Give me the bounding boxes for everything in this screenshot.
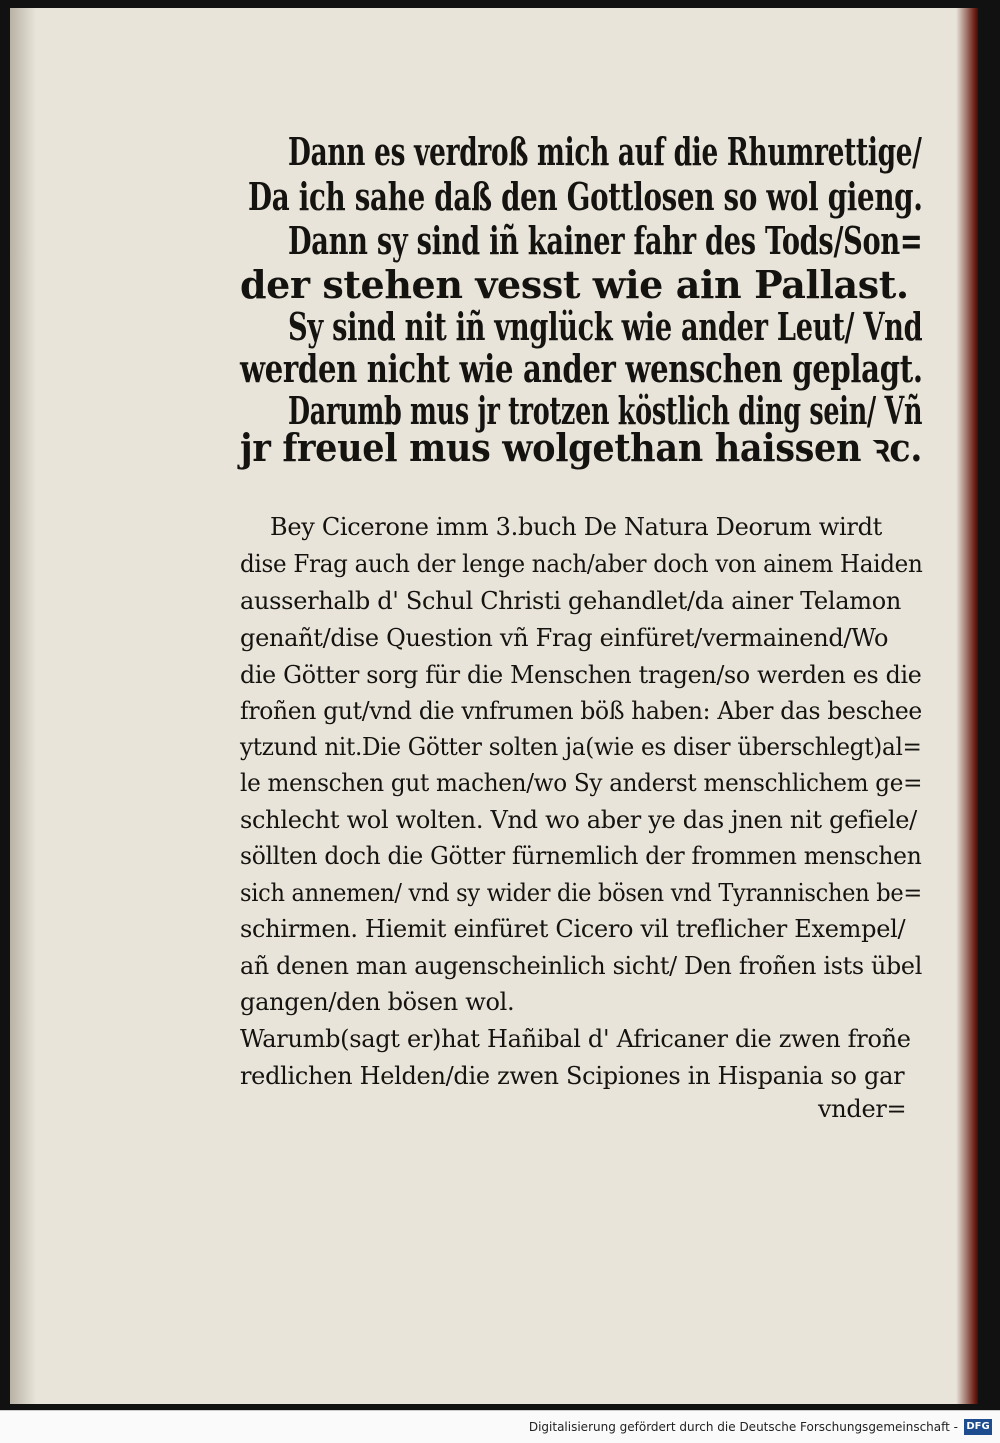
prose-line: ytzund nit.Die Götter solten ja(wie es diser überschlegt)al= — [240, 733, 922, 761]
prose-line: sich annemen/ vnd sy wider die bösen vnd Tyrannischen be= — [240, 879, 922, 907]
prose-line: die Götter sorg für die Menschen tragen/so werden es die — [240, 661, 922, 689]
verse-line: Sy sind nit iñ vnglück wie ander Leut/ Vnd — [288, 304, 923, 349]
prose-line: dise Frag auch der lenge nach/aber doch von ainem Haiden — [240, 550, 923, 578]
prose-line: redlichen Helden/die zwen Scipiones in Hispania so gar — [240, 1062, 905, 1090]
verse-line: jr freuel mus wolgethan haissen ꝛc. — [240, 425, 923, 470]
prose-line: söllten doch die Götter fürnemlich der frommen menschen — [240, 842, 922, 870]
page-text-block — [10, 8, 978, 1404]
verse-line: Da ich sahe daß den Gottlosen so wol gieng. — [248, 174, 923, 219]
verse-line: der stehen vesst wie ain Pallast. — [240, 262, 909, 307]
verse-line: Dann sy sind iñ kainer fahr des Tods/Son= — [288, 218, 923, 263]
verse-line: Dann es verdroß mich auf die Rhumrettige/ — [288, 129, 922, 174]
prose-line: genañt/dise Question vñ Frag einfüret/vermainend/Wo — [240, 624, 889, 652]
dfg-logo: DFG — [964, 1419, 992, 1435]
catchword: vnder= — [818, 1095, 907, 1123]
prose-line: le menschen gut machen/wo Sy anderst menschlichem ge= — [240, 769, 923, 797]
verse-line: Darumb mus jr trotzen köstlich ding sein/ Vñ — [288, 388, 923, 433]
prose-line: Bey Cicerone imm 3.buch De Natura Deorum wirdt — [270, 513, 882, 541]
prose-line: schirmen. Hiemit einfüret Cicero vil treflicher Exempel/ — [240, 915, 906, 943]
verse-line: werden nicht wie ander wenschen geplagt. — [240, 346, 923, 391]
book-page — [10, 8, 978, 1404]
prose-line: Warumb(sagt er)hat Hañibal d' Africaner die zwen froñe — [240, 1025, 911, 1053]
prose-line: ausserhalb d' Schul Christi gehandlet/da ainer Telamon — [240, 587, 902, 615]
funding-credit: Digitalisierung gefördert durch die Deutsche Forschungsgemeinschaft - — [528, 1420, 958, 1434]
prose-line: añ denen man augenscheinlich sicht/ Den froñen ists übel — [240, 952, 923, 980]
prose-line: gangen/den bösen wol. — [240, 988, 515, 1016]
digitization-footer — [0, 1410, 1000, 1443]
prose-line: schlecht wol wolten. Vnd wo aber ye das jnen nit gefiele/ — [240, 806, 917, 834]
prose-line: froñen gut/vnd die vnfrumen böß haben: Aber das beschee — [240, 697, 922, 725]
